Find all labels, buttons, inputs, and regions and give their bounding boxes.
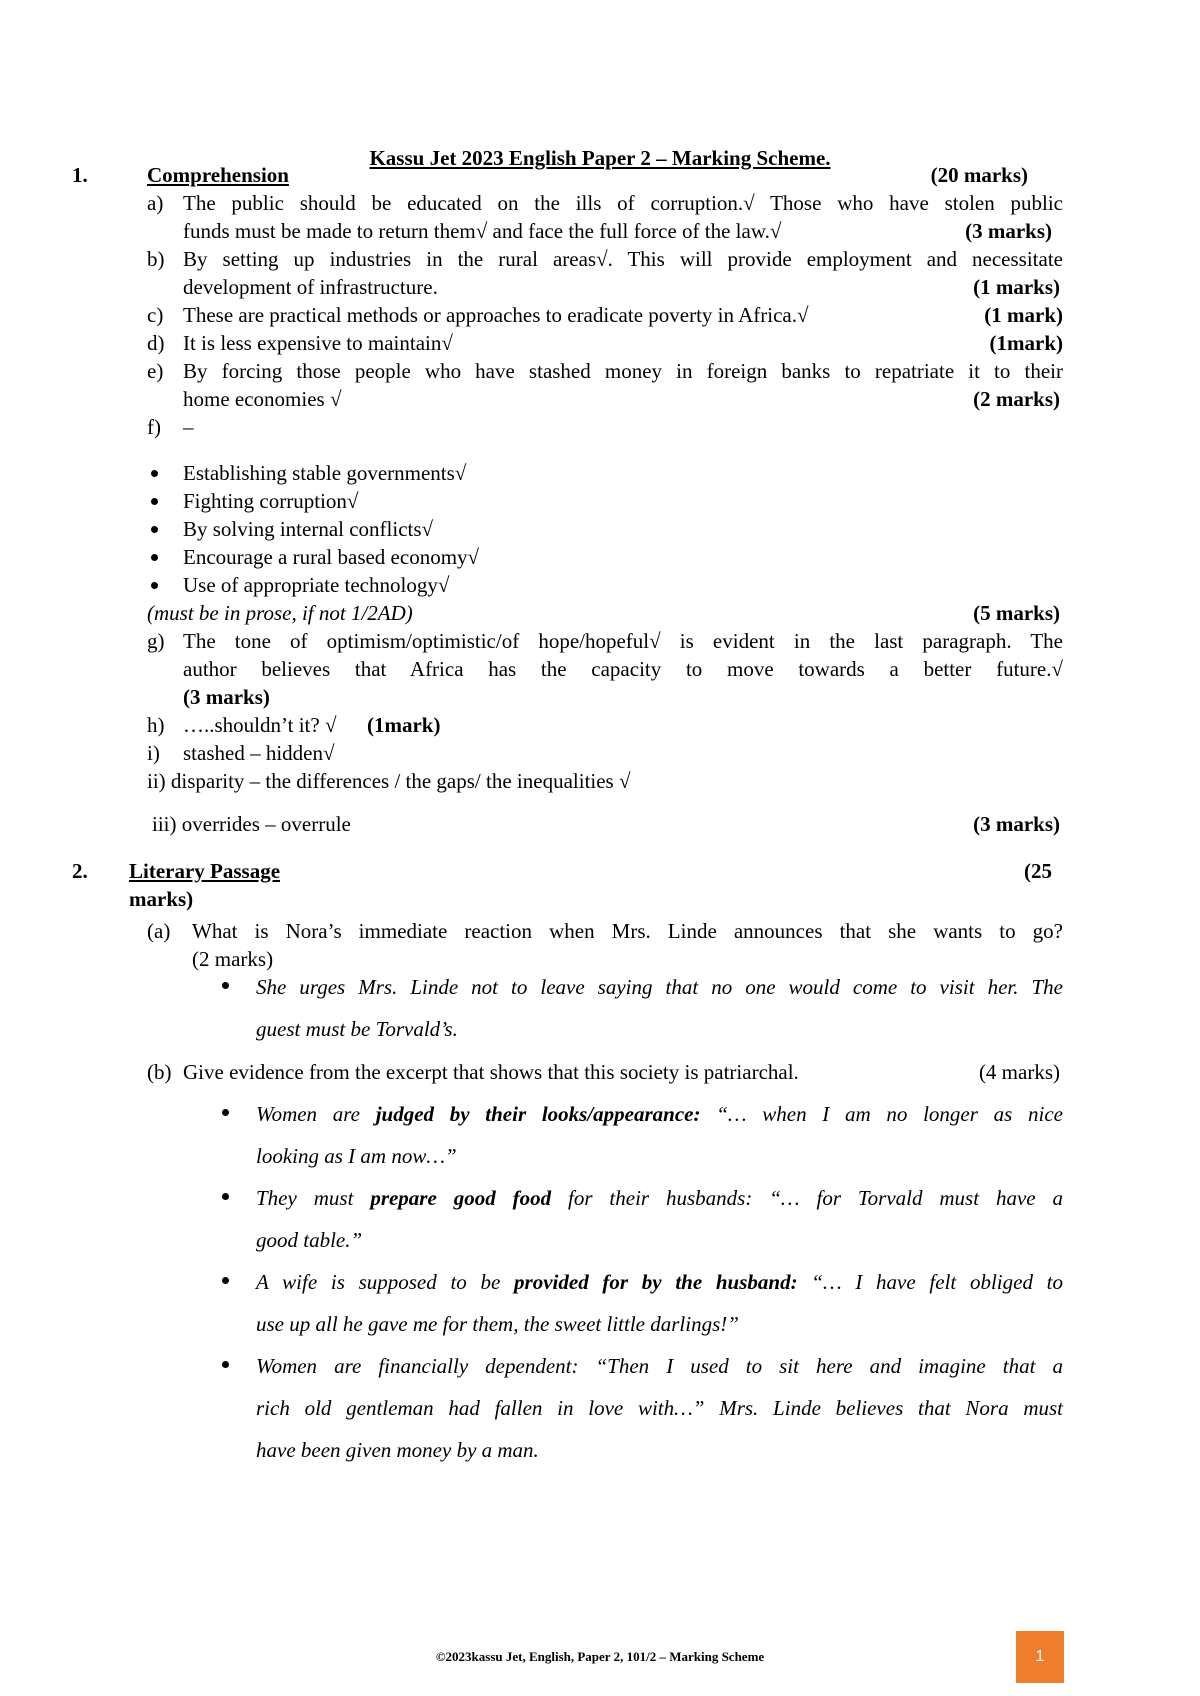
q2a-answer-line1: She urges Mrs. Linde not to leave saying that no one would come to visit her. The: [256, 975, 1063, 999]
q1h-label: h): [147, 713, 165, 737]
q2a-question: What is Nora’s immediate reaction when Mrs. Linde announces that she wants to go?: [192, 919, 1063, 943]
q2b-point2-line2: good table.”: [256, 1228, 363, 1252]
q2b-question: Give evidence from the excerpt that shows that this society is patriarchal.: [183, 1060, 799, 1084]
q1a-label: a): [147, 191, 164, 215]
q1f-bullet-1: Establishing stable governments√: [183, 461, 467, 485]
q1f-bullet-4: Encourage a rural based economy√: [183, 545, 480, 569]
q1a-marks: (3 marks): [965, 219, 1052, 243]
q1h-marks: (1mark): [367, 713, 441, 737]
q1f-note: (must be in prose, if not 1/2AD): [147, 601, 413, 625]
q1h-line1: …..shouldn’t it? √: [183, 713, 337, 737]
bullet-icon: [151, 498, 158, 505]
page-title: Kassu Jet 2023 English Paper 2 – Marking Scheme.: [369, 146, 831, 170]
q1e-label: e): [147, 359, 164, 383]
q1b-line2: development of infrastructure.: [183, 275, 438, 299]
q1c-line1: These are practical methods or approaches to eradicate poverty in Africa.√: [183, 303, 809, 327]
q1b-label: b): [147, 247, 165, 271]
q1g-line2: author believes that Africa has the capacity to move towards a better future.√: [183, 657, 1063, 681]
q1i-line1: stashed – hidden√: [183, 741, 335, 765]
q2b-point1-line1: Women are judged by their looks/appearance: “… when I am no longer as nice: [256, 1102, 1063, 1126]
q1b-marks: (1 marks): [973, 275, 1060, 299]
q1d-label: d): [147, 331, 165, 355]
bullet-icon: [151, 526, 158, 533]
q1a-line1: The public should be educated on the ills of corruption.√ Those who have stolen public: [183, 191, 1063, 215]
q2b-point4-line2: rich old gentleman had fallen in love with…” Mrs. Linde believes that Nora must: [256, 1396, 1063, 1420]
q2b-marks: (4 marks): [978, 1060, 1060, 1084]
q1e-line2: home economies √: [183, 387, 342, 411]
q2a-marks: (2 marks): [192, 947, 274, 971]
q2b-point4-line1: Women are financially dependent: “Then I used to sit here and imagine that a: [256, 1354, 1063, 1378]
q2a-answer-line2: guest must be Torvald’s.: [256, 1017, 458, 1041]
q1c-label: c): [147, 303, 164, 327]
bullet-icon: [151, 582, 158, 589]
page-number: 1: [1016, 1631, 1064, 1683]
q1-marks: (20 marks): [930, 163, 1028, 187]
q1f-label: f): [147, 415, 161, 439]
q1d-line1: It is less expensive to maintain√: [183, 331, 453, 355]
q1f-marks: (5 marks): [973, 601, 1060, 625]
q2-number: 2.: [72, 859, 88, 883]
q1f-line1: –: [183, 415, 194, 439]
q2b-label: (b): [147, 1060, 172, 1084]
q2b-point1-line2: looking as I am now…”: [256, 1144, 457, 1168]
q1a-line2: funds must be made to return them√ and face the full force of the law.√: [183, 219, 782, 243]
bullet-icon: [222, 1277, 229, 1284]
q1g-label: g): [147, 629, 165, 653]
q1g-marks: (3 marks): [183, 685, 270, 709]
bullet-icon: [151, 470, 158, 477]
q1g-line1: The tone of optimism/optimistic/of hope/hopeful√ is evident in the last paragraph. The: [183, 629, 1063, 653]
bullet-icon: [222, 1361, 229, 1368]
q2b-point3-line1: A wife is supposed to be provided for by the husband: “… I have felt obliged to: [256, 1270, 1063, 1294]
q2b-point3-line2: use up all he gave me for them, the sweet little darlings!”: [256, 1312, 739, 1336]
q1i-label: i): [147, 741, 160, 765]
bullet-icon: [222, 1193, 229, 1200]
bullet-icon: [151, 554, 158, 561]
q1b-line1: By setting up industries in the rural areas√. This will provide employment and necessitate: [183, 247, 1063, 271]
q1-heading: Comprehension: [147, 163, 289, 187]
q1ii-line: ii) disparity – the differences / the gaps/ the inequalities √: [147, 769, 631, 793]
q1f-bullet-2: Fighting corruption√: [183, 489, 359, 513]
q1e-marks: (2 marks): [973, 387, 1060, 411]
page-footer: ©2023kassu Jet, English, Paper 2, 101/2 – Marking Scheme: [435, 1649, 765, 1664]
q1f-bullet-5: Use of appropriate technology√: [183, 573, 450, 597]
bullet-icon: [222, 1109, 229, 1116]
bullet-icon: [222, 982, 229, 989]
q2-heading: Literary Passage: [129, 859, 281, 883]
q2b-point2-line1: They must prepare good food for their husbands: “… for Torvald must have a: [256, 1186, 1064, 1210]
q1iii-line: iii) overrides – overrule: [152, 812, 351, 836]
q1iii-marks: (3 marks): [973, 812, 1060, 836]
q2b-point4-line3: have been given money by a man.: [256, 1438, 539, 1462]
q2-marks-end: marks): [129, 887, 194, 911]
q2a-label: (a): [147, 919, 171, 943]
q1f-bullet-3: By solving internal conflicts√: [183, 517, 434, 541]
q1e-line1: By forcing those people who have stashed money in foreign banks to repatriate it to their: [183, 359, 1063, 383]
q1-number: 1.: [72, 163, 88, 187]
q2-marks-start: (25: [1024, 859, 1052, 883]
q1d-marks: (1mark): [989, 331, 1063, 355]
q1c-marks: (1 mark): [984, 303, 1063, 327]
